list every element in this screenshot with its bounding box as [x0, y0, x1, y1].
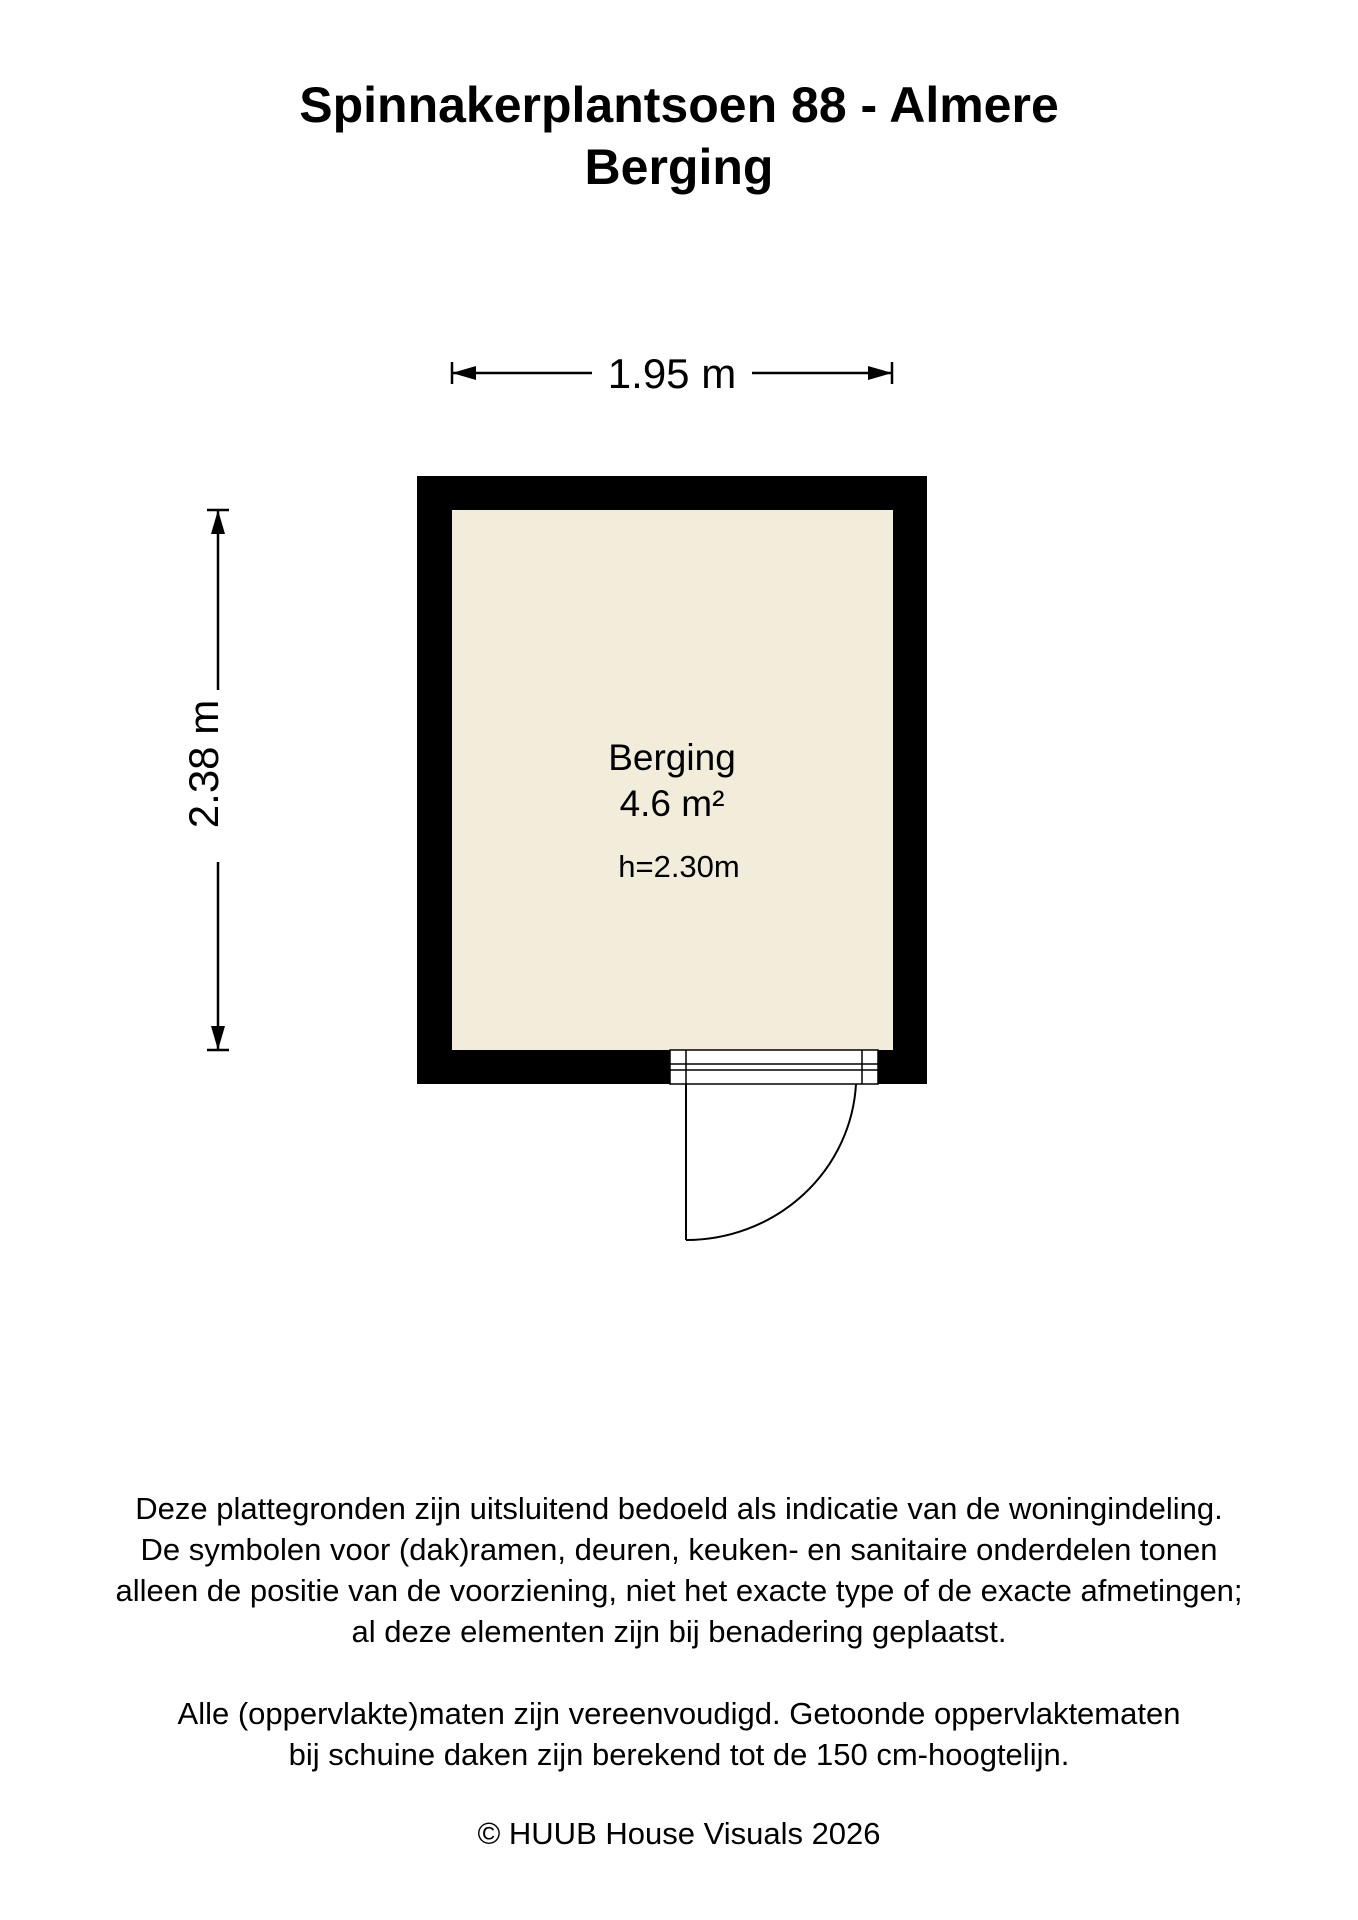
room-height: h=2.30m [618, 849, 740, 884]
disclaimer-line: De symbolen voor (dak)ramen, deuren, keuken- en sanitaire onderdelen tonen [140, 1532, 1218, 1567]
disclaimer-paragraph-2 [0, 1693, 1358, 1775]
height-dimension [180, 510, 229, 1050]
room-floor [452, 510, 893, 1050]
disclaimer-line: Deze plattegronden zijn uitsluitend bedoeld als indicatie van de woningindeling. [135, 1491, 1223, 1526]
disclaimer-line: alleen de positie van de voorziening, niet het exacte type of de exacte afmetingen; [115, 1573, 1243, 1608]
door-swing [686, 1084, 856, 1240]
width-dimension [452, 350, 892, 397]
page-subtitle: Berging [584, 139, 774, 195]
copyright-notice: © HUUB House Visuals 2026 [477, 1816, 881, 1851]
room-name: Berging [608, 737, 736, 778]
room-berging [417, 476, 927, 1084]
room-area: 4.6 m² [619, 783, 725, 824]
disclaimer-line: bij schuine daken zijn berekend tot de 150 cm-hoogtelijn. [288, 1737, 1070, 1772]
page-title: Spinnakerplantsoen 88 - Almere [299, 77, 1059, 133]
disclaimer-line: Alle (oppervlakte)maten zijn vereenvoudigd. Getoonde oppervlaktematen [177, 1696, 1181, 1731]
width-label: 1.95 m [607, 350, 737, 397]
height-label: 2.38 m [180, 699, 227, 829]
door-opening [670, 1050, 878, 1084]
disclaimer-line: al deze elementen zijn bij benadering geplaatst. [351, 1614, 1007, 1649]
disclaimer-paragraph-1 [0, 1488, 1358, 1652]
